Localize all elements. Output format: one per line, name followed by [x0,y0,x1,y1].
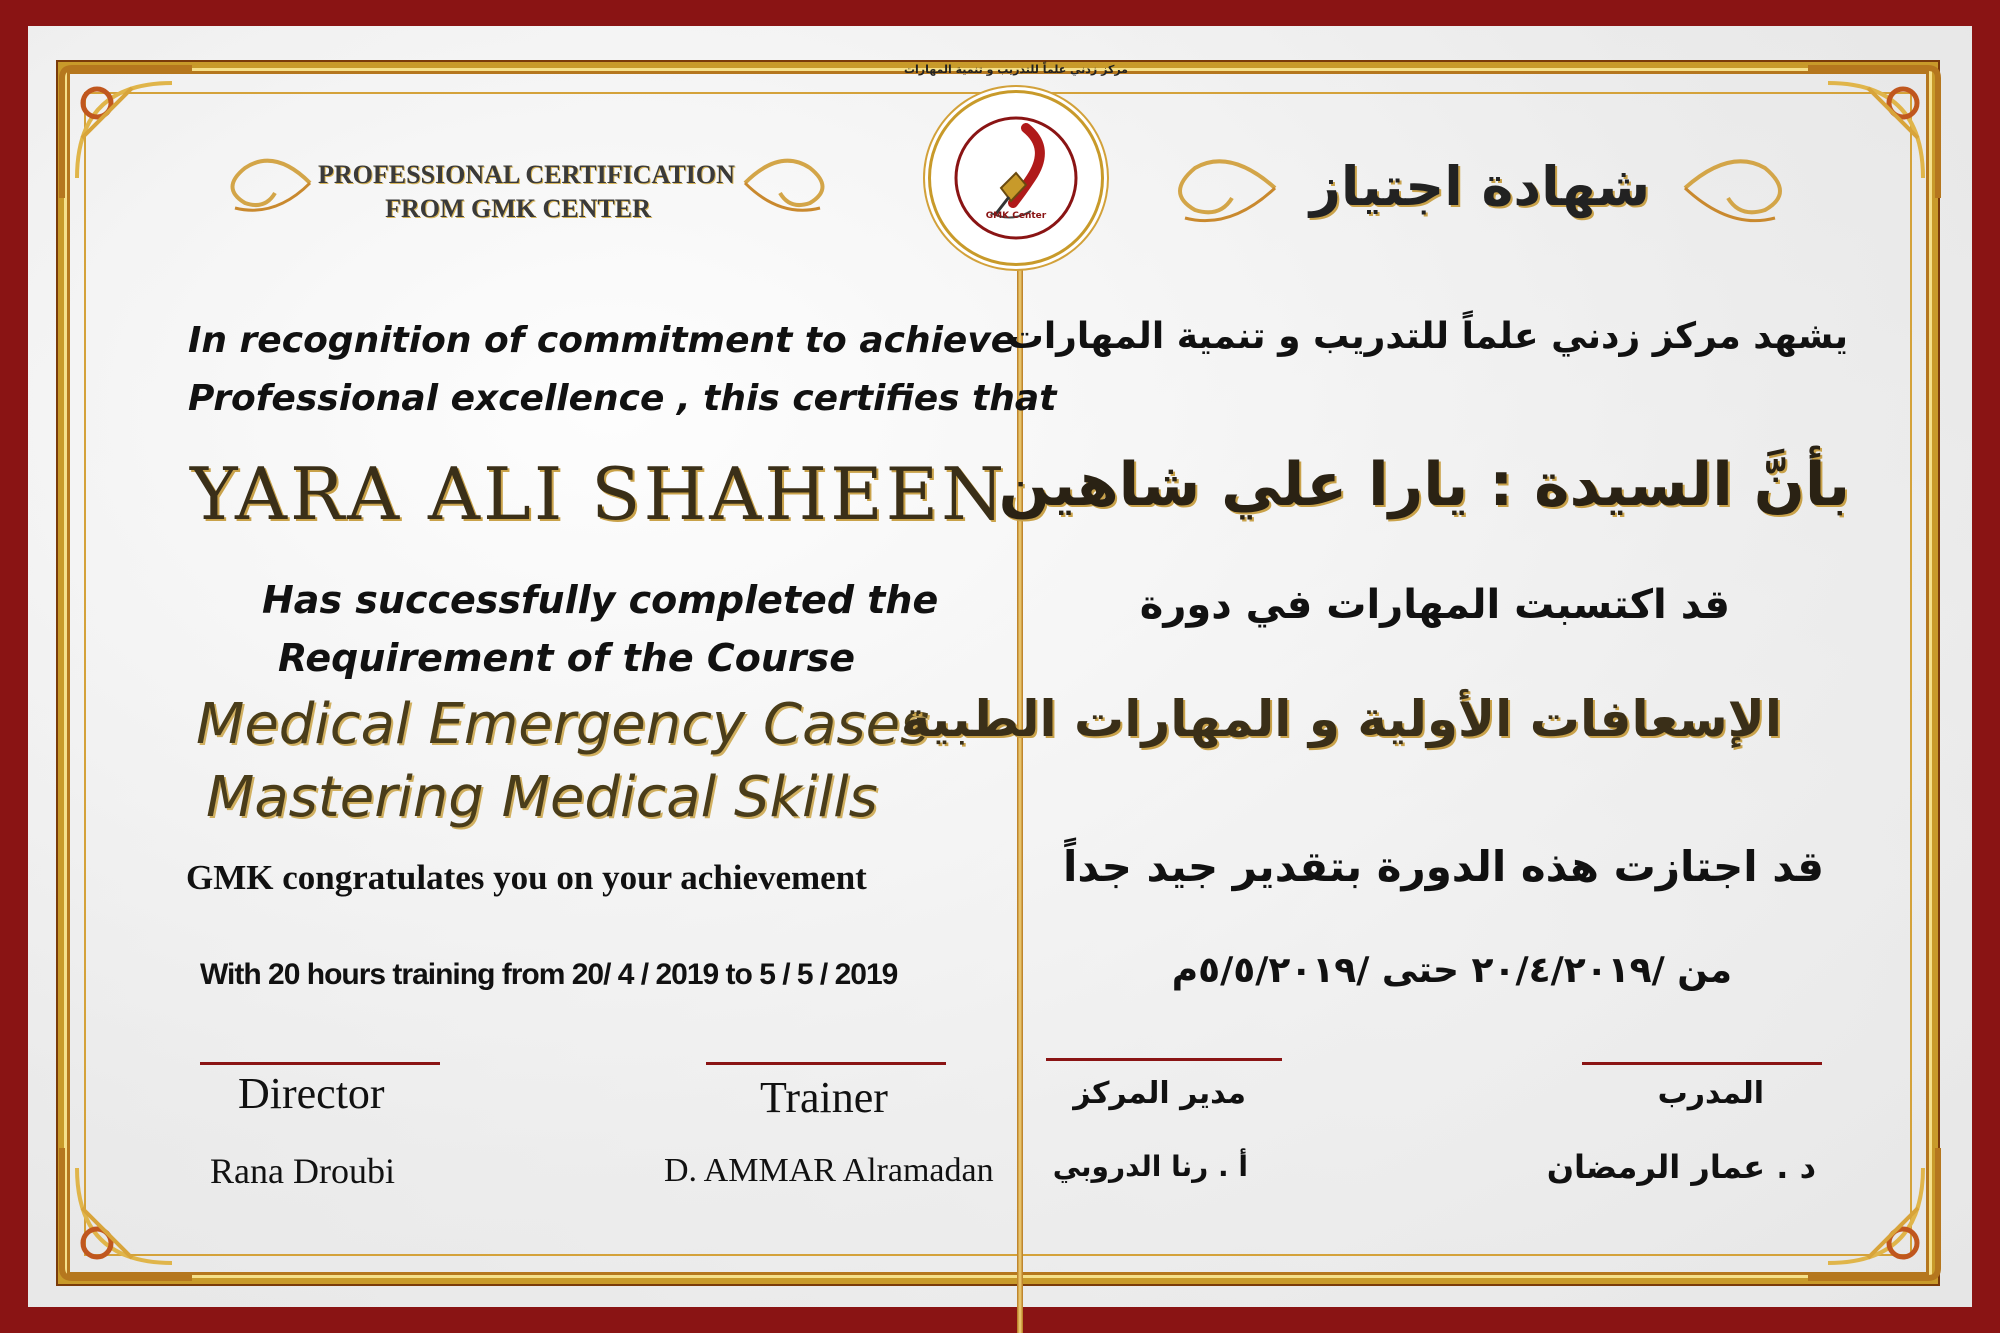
trainer-signature-line [706,1062,946,1065]
gmk-logo-seal [903,63,1128,266]
arabic-title: شهادة اجتياز [1309,155,1651,218]
course-name-line-1: Medical Emergency Cases [196,692,930,757]
director-name: Rana Droubi [210,1151,395,1191]
congrats-line: GMK congratulates you on your achievement [186,858,867,897]
director-signature-line [200,1062,440,1065]
arabic-trainer-signature-line [1582,1062,1822,1065]
course-name-line-2: Mastering Medical Skills [206,765,878,830]
completed-line-2: Requirement of the Course [278,636,856,680]
title-flourish-left-en [205,138,315,228]
title-flourish-right-ar [1680,138,1810,238]
intro-line-1: In recognition of commitment to achieve [188,320,1016,361]
english-title-line-1: PROFESSIONAL CERTIFICATION [318,160,735,189]
recipient-name-en: YARA ALI SHAHEEN [190,452,1008,536]
course-name-ar: الإسعافات الأولية و المهارات الطبية [900,690,1782,748]
trainer-name: D. AMMAR Alramadan [664,1152,994,1189]
arabic-intro: يشهد مركز زدني علماً للتدريب و تنمية المهارات [1007,316,1848,357]
recipient-name-ar: بأنَّ السيدة : يارا علي شاهين [998,450,1850,520]
trainer-label: Trainer [760,1073,888,1122]
training-period-en: With 20 hours training from 20/ 4 / 2019 to 5 / 5 / 2019 [200,958,898,991]
logo-ring-text: مركز زدني علماً للتدريب و تنمية المهارات [903,63,1128,76]
arabic-grade: قد اجتازت هذه الدورة بتقدير جيد جداً [1062,842,1824,891]
english-title-line-2: FROM GMK CENTER [385,194,651,223]
completed-line-1: Has successfully completed the [262,578,939,622]
corner-ornament-top-left [52,58,202,208]
director-label: Director [238,1069,385,1118]
arabic-director-label: مدير المركز [1073,1076,1246,1111]
english-title [318,158,735,226]
corner-ornament-bottom-right [1798,1138,1948,1288]
pen-nib-icon [931,93,1101,263]
training-period-ar: من /٢٠/٤/٢٠١٩ حتى /٥/٥/٢٠١٩م [1171,950,1732,991]
title-flourish-right-en [740,138,850,228]
intro-line-2: Professional excellence , this certifies that [188,378,1057,419]
arabic-trainer-label: المدرب [1657,1076,1764,1111]
logo-brand: GMK Center [985,211,1047,221]
title-flourish-left-ar [1150,138,1280,238]
arabic-acquired: قد اكتسبت المهارات في دورة [1139,582,1730,628]
arabic-trainer-name: د . عمار الرمضان [1546,1148,1816,1186]
arabic-director-signature-line [1046,1058,1282,1061]
arabic-director-name: أ . رنا الدروبي [1052,1150,1248,1183]
corner-ornament-top-right [1798,58,1948,208]
corner-ornament-bottom-left [52,1138,202,1288]
